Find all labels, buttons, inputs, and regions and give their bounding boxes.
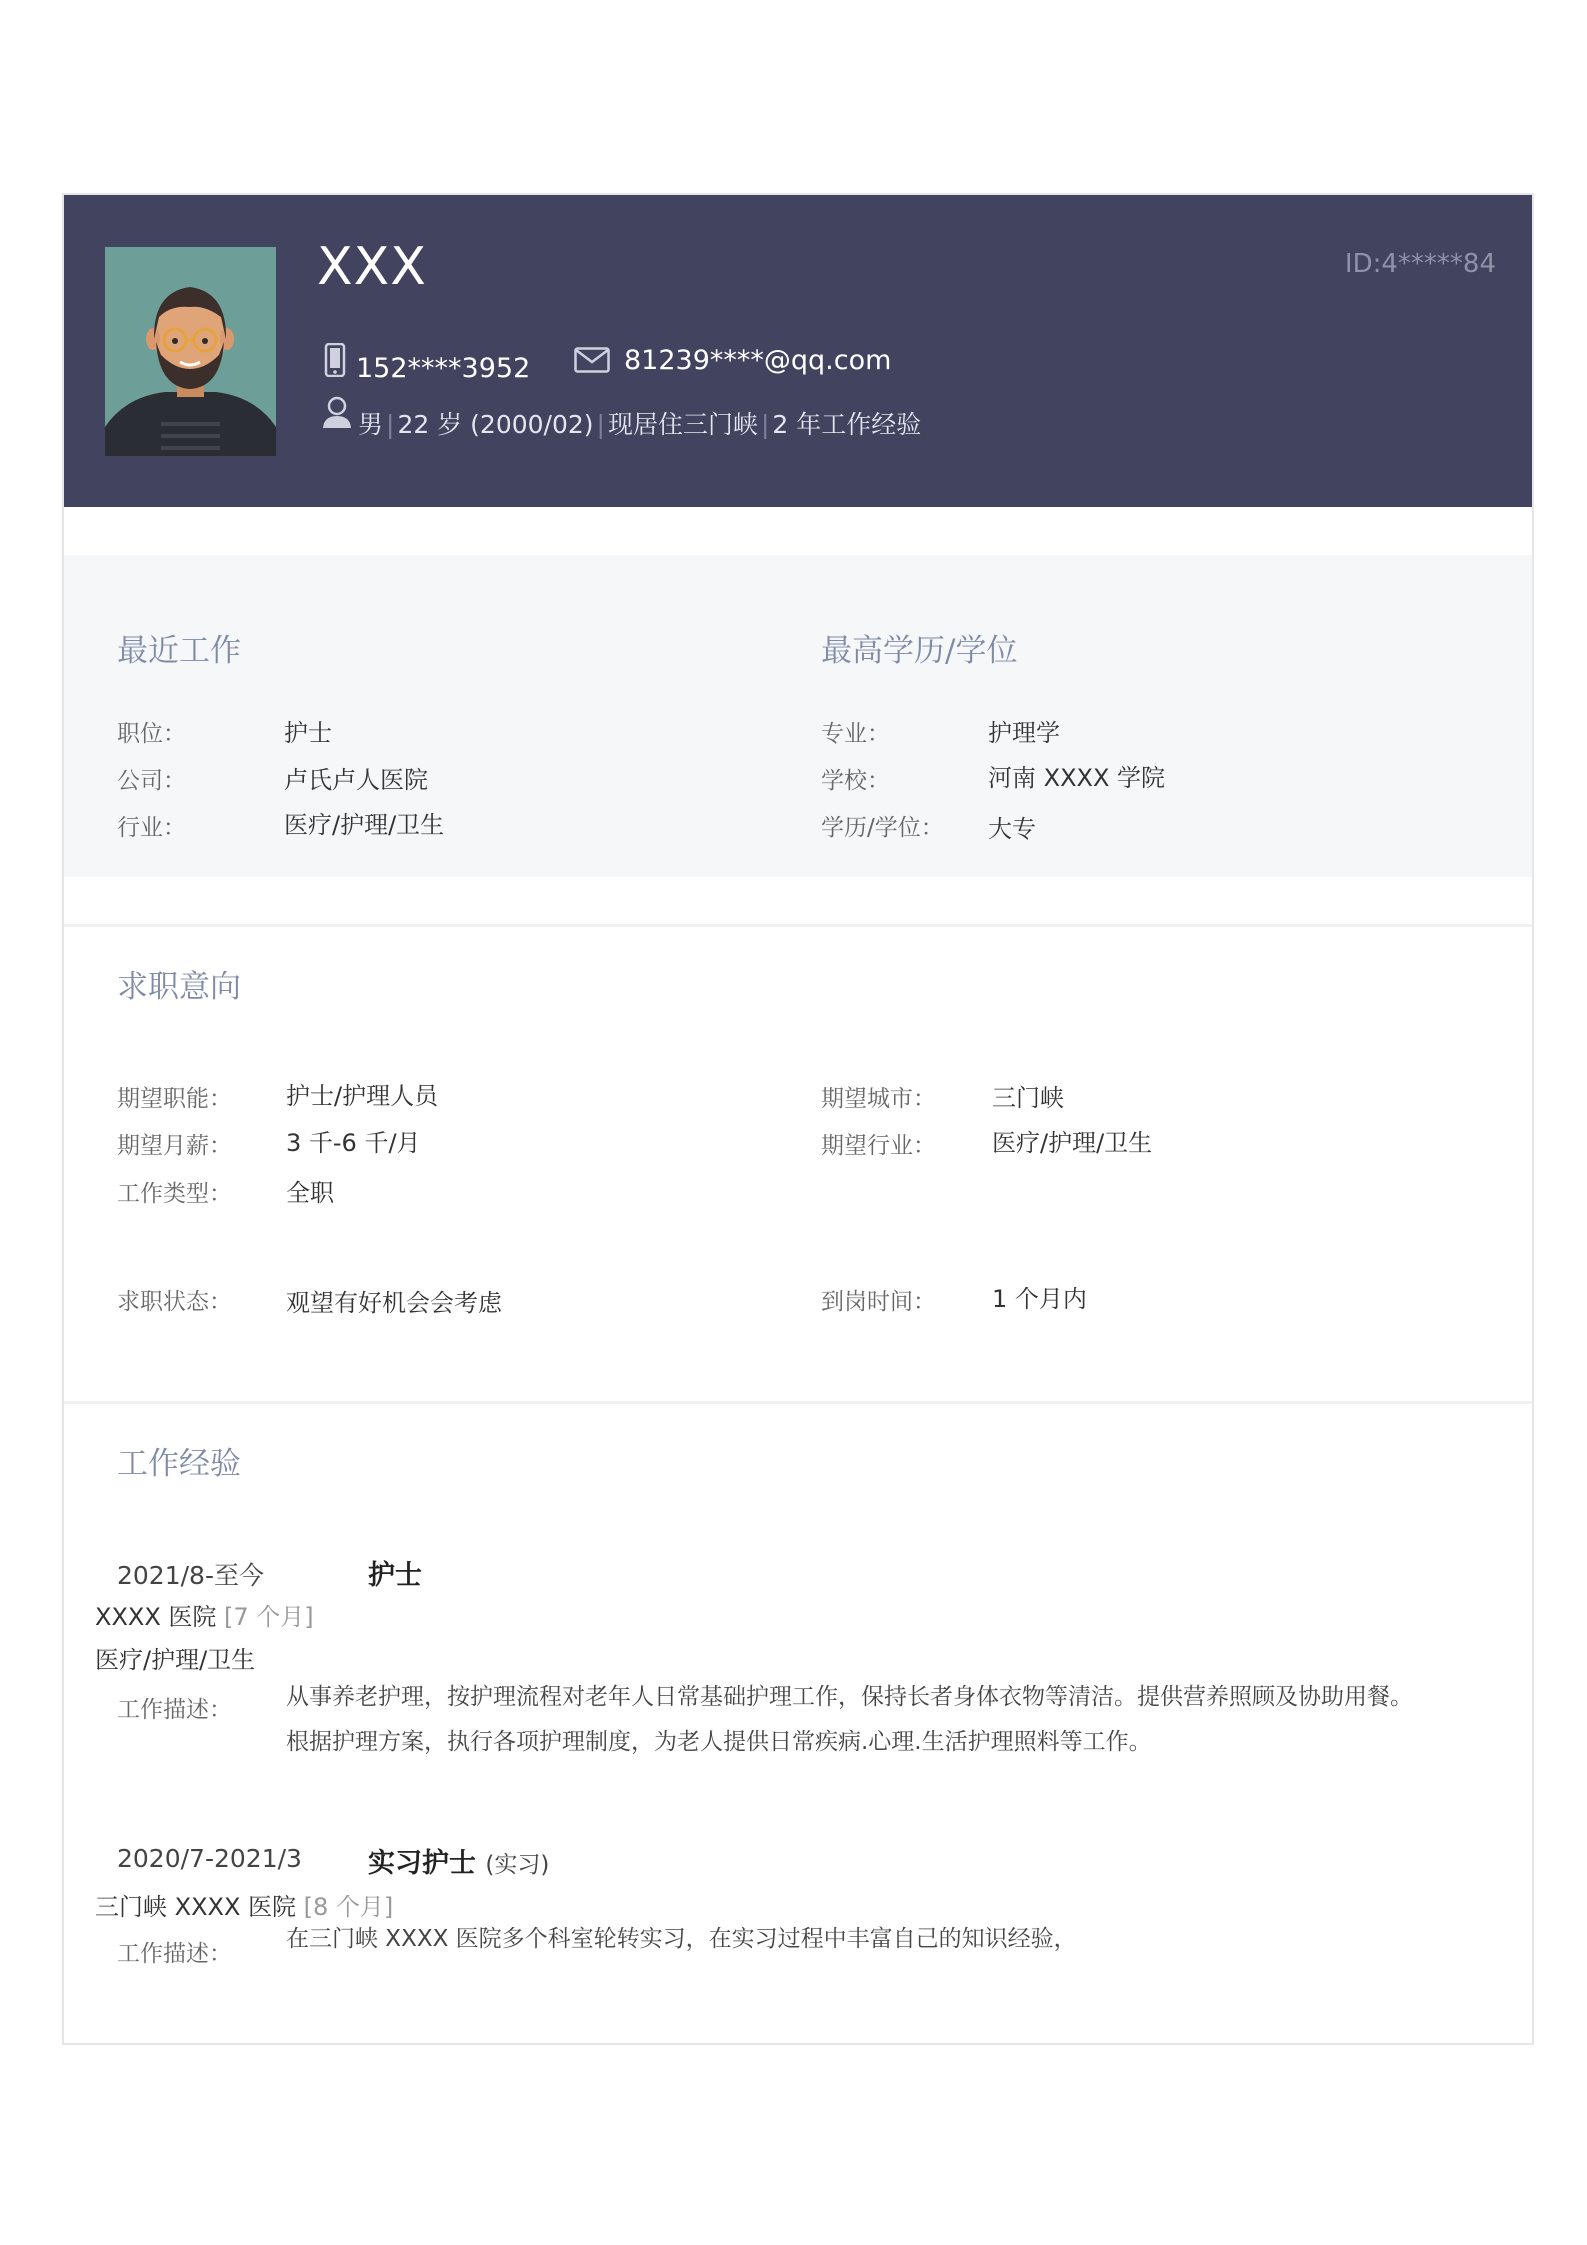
expected-function-label: 期望职能： [117,1086,232,1112]
education-heading: 最高学历/学位 [821,633,1018,669]
expected-function-value: 护士/护理人员 [286,1082,439,1110]
job-type-value: 全职 [286,1179,334,1207]
description-label: 工作描述： [117,1697,232,1723]
experience-title [368,1553,422,1592]
work-experience-heading: 工作经验 [117,1446,241,1482]
experience-duration: [7 个月] [224,1603,314,1631]
degree-label: 学历/学位： [821,815,944,841]
company-name: 三门峡 XXXX 医院 [95,1893,297,1921]
residence: 现居住三门峡 [607,410,758,439]
section-divider [64,924,1532,927]
description-label: 工作描述： [117,1941,232,1967]
experience-description [286,1675,1466,1765]
recent-industry-value: 医疗/护理/卫生 [284,811,445,839]
experience-description [286,1917,1466,1962]
experience-title-text: 护士 [368,1560,422,1591]
expected-city-value: 三门峡 [992,1084,1064,1112]
recent-company-label: 公司： [117,768,186,794]
experience-date: 2021/8-至今 [117,1561,264,1590]
description-line: 在三门峡 XXXX 医院多个科室轮转实习，在实习过程中丰富自己的知识经验， [286,1926,1077,1952]
major-value: 护理学 [988,719,1060,747]
job-intention-heading: 求职意向 [117,969,241,1005]
job-status-value: 观望有好机会会考虑 [286,1289,502,1317]
school-label: 学校： [821,768,890,794]
phone-icon [324,343,346,377]
experience-duration: [8 个月] [303,1893,394,1921]
experience-industry: 医疗/护理/卫生 [95,1646,256,1674]
major-label: 专业： [821,721,890,747]
expected-industry-label: 期望行业： [821,1133,936,1159]
job-status-label: 求职状态： [117,1289,232,1315]
description-line: 从事养老护理，按护理流程对老年人日常基础护理工作，保持长者身体衣物等清洁。提供营养照顾及协助用餐。 [286,1684,1413,1710]
school-value: 河南 XXXX 学院 [988,764,1166,792]
avatar [105,247,276,456]
experience-tag: (实习) [485,1852,550,1878]
degree-value: 大专 [988,815,1036,843]
recent-company-value: 卢氏卢人医院 [284,766,428,794]
recent-industry-label: 行业： [117,815,186,841]
expected-salary-label: 期望月薪： [117,1133,232,1159]
arrival-time-value: 1 个月内 [992,1285,1087,1313]
resume-id: ID:4*****84 [1344,249,1496,279]
arrival-time-label: 到岗时间： [821,1289,936,1315]
expected-salary-value: 3 千-6 千/月 [286,1129,421,1157]
person-icon [320,395,354,429]
section-divider [64,1401,1532,1404]
personal-info-line: 男 | 22 岁 (2000/02) | 现居住三门峡 | 2 年工作经验 [358,410,922,439]
recent-work-heading: 最近工作 [117,633,241,669]
expected-industry-value: 医疗/护理/卫生 [992,1129,1153,1157]
age: 22 岁 (2000/02) [397,410,594,439]
email-address: 81239****@qq.com [624,345,892,376]
job-type-label: 工作类型： [117,1181,232,1207]
mail-icon [574,347,610,373]
resume-header [64,195,1532,507]
experience-title [368,1841,549,1880]
years-experience: 2 年工作经验 [772,410,922,439]
expected-city-label: 期望城市： [821,1086,936,1112]
resume-card [62,193,1534,2045]
gender: 男 [358,410,384,439]
recent-position-label: 职位： [117,721,186,747]
description-line: 根据护理方案，执行各项护理制度，为老人提供日常疾病.心理.生活护理照料等工作。 [286,1729,1152,1755]
candidate-name: XXX [317,237,427,297]
company-name: XXXX 医院 [95,1603,217,1631]
recent-position-value: 护士 [284,719,332,747]
experience-company [95,1597,314,1632]
experience-title-text: 实习护士 [368,1848,476,1879]
experience-date: 2020/7-2021/3 [117,1844,302,1873]
phone-number: 152****3952 [356,353,531,384]
